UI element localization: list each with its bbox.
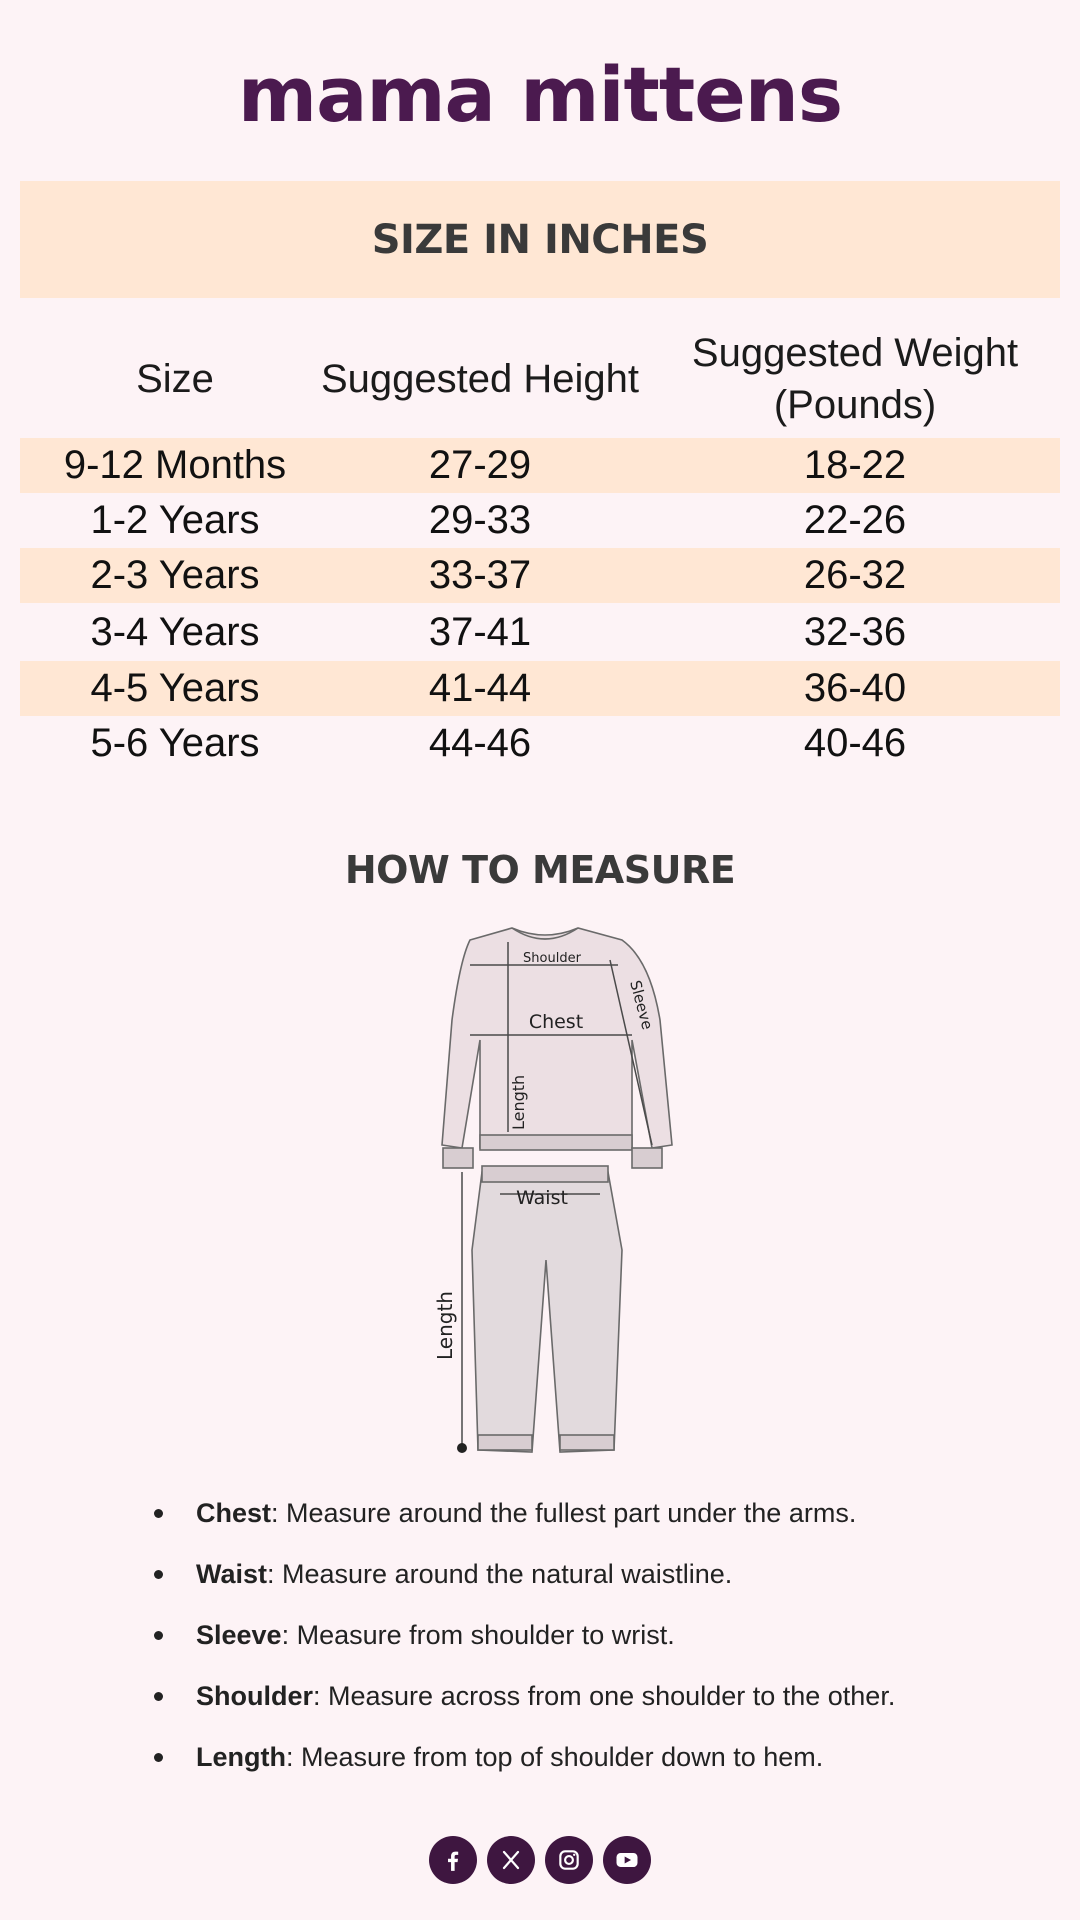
x-glyph: [499, 1848, 523, 1872]
column-header-weight: [660, 320, 1050, 438]
instagram-glyph: [556, 1847, 582, 1873]
table-body: [20, 438, 1060, 771]
size-cell: 3-4 Years: [90, 610, 260, 654]
column-header-weight-line1: Suggested Weight: [691, 331, 1019, 375]
x-icon[interactable]: [487, 1836, 535, 1884]
facebook-icon[interactable]: [429, 1836, 477, 1884]
size-section-title: SIZE IN INCHES: [371, 216, 709, 263]
diagram-label-pant-length: Length: [433, 1291, 457, 1360]
measurement-diagram: [400, 920, 690, 1460]
size-cell: 1-2 Years: [90, 498, 260, 542]
length-endpoint-dot: [457, 1443, 467, 1453]
height-cell: 27-29: [428, 443, 532, 487]
weight-cell: 22-26: [803, 498, 907, 542]
table-row: [20, 661, 1060, 716]
measuring-instructions: [150, 1487, 1010, 1792]
height-cell: 44-46: [428, 721, 532, 765]
youtube-glyph: [613, 1846, 641, 1874]
size-chart-table: [20, 320, 1060, 765]
instruction-text: : Measure from top of shoulder down to hem.: [285, 1742, 824, 1772]
list-item: [150, 1487, 1010, 1548]
instruction-text: : Measure around the fullest part under the arms.: [271, 1498, 857, 1528]
height-cell: 37-41: [428, 610, 532, 654]
list-item: [150, 1609, 1010, 1670]
size-section-banner: [20, 181, 1060, 298]
weight-cell: 18-22: [803, 443, 907, 487]
instruction-text: : Measure across from one shoulder to the other.: [313, 1681, 896, 1711]
instruction-text: : Measure around the natural waistline.: [267, 1559, 733, 1589]
instruction-text: : Measure from shoulder to wrist.: [281, 1620, 675, 1650]
size-cell: 5-6 Years: [90, 721, 260, 765]
measure-section-title: HOW TO MEASURE: [344, 848, 736, 892]
height-cell: 33-37: [428, 553, 532, 597]
table-row: [20, 548, 1060, 603]
diagram-label-chest: Chest: [528, 1011, 584, 1033]
column-header-height: Suggested Height: [320, 357, 639, 401]
table-row: [20, 603, 1060, 661]
weight-cell: 40-46: [803, 721, 907, 765]
instruction-term: Length: [196, 1742, 286, 1772]
instruction-term: Shoulder: [196, 1681, 314, 1711]
table-row: [20, 716, 1060, 771]
diagram-label-waist: Waist: [516, 1187, 568, 1209]
instruction-term: Chest: [196, 1498, 272, 1528]
height-cell: 29-33: [428, 498, 532, 542]
diagram-label-top-length: Length: [509, 1074, 528, 1130]
size-cell: 4-5 Years: [90, 666, 260, 710]
facebook-glyph: [440, 1847, 466, 1873]
weight-cell: 36-40: [803, 666, 907, 710]
table-header: [20, 320, 1060, 438]
list-item: [150, 1548, 1010, 1609]
weight-cell: 26-32: [803, 553, 907, 597]
social-links: [0, 1836, 1080, 1884]
diagram-label-sleeve: Sleeve: [626, 978, 657, 1032]
instruction-term: Sleeve: [196, 1620, 282, 1650]
table-row: [20, 493, 1060, 548]
column-header-size: Size: [136, 357, 214, 401]
list-item: [150, 1670, 1010, 1731]
height-cell: 41-44: [428, 666, 532, 710]
instagram-icon[interactable]: [545, 1836, 593, 1884]
list-item: [150, 1731, 1010, 1792]
instruction-term: Waist: [196, 1559, 268, 1589]
size-cell: 2-3 Years: [90, 553, 260, 597]
youtube-icon[interactable]: [603, 1836, 651, 1884]
diagram-label-shoulder: Shoulder: [523, 951, 581, 966]
size-cell: 9-12 Months: [63, 443, 287, 487]
weight-cell: 32-36: [803, 610, 907, 654]
column-header-weight-line2: (Pounds): [773, 383, 937, 427]
brand-logo: mama mittens: [237, 50, 843, 139]
table-row: [20, 438, 1060, 493]
